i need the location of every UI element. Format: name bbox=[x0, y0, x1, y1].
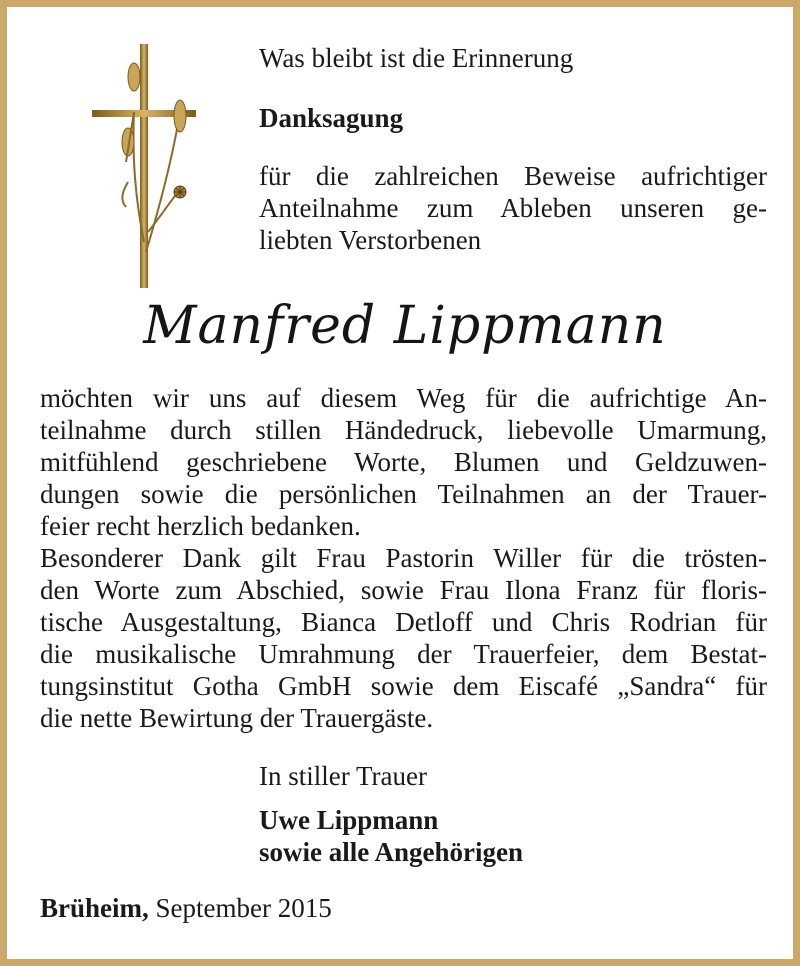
date: September 2015 bbox=[155, 893, 332, 923]
body-line: möchten wir uns auf diesem Weg für die aufrichtige An- bbox=[40, 383, 767, 413]
body-paragraph bbox=[40, 382, 767, 734]
body-line: die musikalische Umrahmung der Trauerfeier, dem Bestat- bbox=[40, 639, 767, 669]
motto: Was bleibt ist die Erinnerung bbox=[259, 43, 574, 73]
intro-line: für die zahlreichen Beweise aufrichtiger bbox=[259, 161, 767, 191]
intro-line: Anteilnahme zum Ableben unseren ge- bbox=[259, 193, 767, 223]
signer-name: Uwe Lippmann bbox=[259, 805, 439, 835]
body-line: tische Ausgestaltung, Bianca Detloff und Chris Rodrian für bbox=[40, 607, 767, 637]
cross-with-wheat-icon bbox=[88, 42, 198, 292]
intro-paragraph bbox=[259, 160, 767, 256]
body-line: den Worte zum Abschied, sowie Frau Ilona Franz für floris- bbox=[40, 575, 767, 605]
deceased-name: Manfred Lippmann bbox=[143, 296, 667, 356]
body-line: dungen sowie die persönlichen Teilnahmen an der Trauer- bbox=[40, 479, 767, 509]
body-line: teilnahme durch stillen Händedruck, liebevolle Umarmung, bbox=[40, 415, 767, 445]
body-line: tungsinstitut Gotha GmbH sowie dem Eiscafé „Sandra“ für bbox=[40, 671, 767, 701]
body-line: feier recht herzlich bedanken. bbox=[40, 511, 361, 541]
heading-danksagung: Danksagung bbox=[259, 103, 404, 133]
mourning-label: In stiller Trauer bbox=[259, 761, 427, 791]
body-line: die nette Bewirtung der Trauergäste. bbox=[40, 703, 434, 733]
body-line: Besonderer Dank gilt Frau Pastorin Willer für die trösten- bbox=[40, 543, 767, 573]
intro-line: liebten Verstorbenen bbox=[259, 225, 482, 255]
signer-family: sowie alle Angehörigen bbox=[259, 837, 523, 867]
place-date bbox=[40, 892, 332, 924]
body-line: mitfühlend geschriebene Worte, Blumen und Geldzuwen- bbox=[40, 447, 767, 477]
place: Brüheim, bbox=[40, 893, 149, 923]
